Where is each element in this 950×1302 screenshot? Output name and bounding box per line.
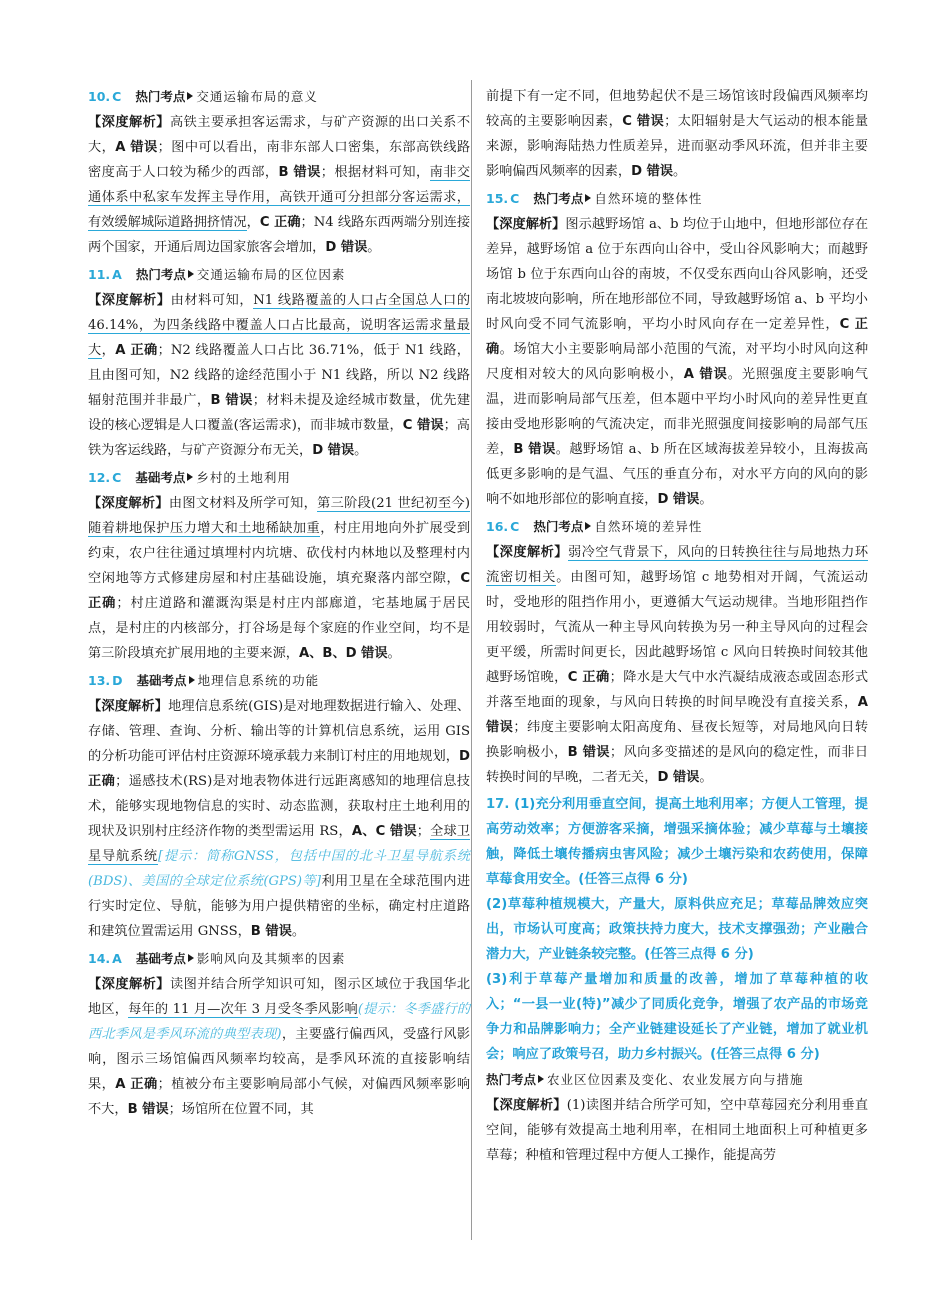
answer-letter: C xyxy=(510,519,520,534)
question-17-explanation: 【深度解析】(1)读图并结合所学可知，空中草莓园充分利用垂直空间，能够有效提高土地利用率，在相同土地面积上可种植更多草莓；种植和管理过程中方便人工操作，能提高劳 xyxy=(486,1098,869,1163)
topic: 自然环境的差异性 xyxy=(594,519,703,534)
triangle-icon xyxy=(189,676,195,684)
question-14-continued: 前提下有一定不同，但地势起伏不是三场馆该时段偏西风频率均较高的主要影响因素，C 错误；太阳辐射是大气运动的根本能量来源，影响海陆热力性质差异，进而驱动季风环流，但并非主要影响偏西风频率的因素，D 错误。 xyxy=(486,89,869,179)
question-12-explanation: 【深度解析】由图文材料及所学可知，第三阶段(21 世纪初至今)随着耕地保护压力增大和土地稀缺加重，村庄用地向外扩展受到约束，农户往往通过填埋村内坑塘、砍伐村内林地以及整理村内空闲地等方式修建房屋和村庄基础设施，填充聚落内部空隙，C 正确；村庄道路和灌溉沟渠是村庄内部廊道，宅基地属于居民点，是村庄的内核部分，打谷场是每个家庭的作业空间，均不是第三阶段填充扩展用地的主要来源，A、B、D 错误。 xyxy=(88,496,471,661)
key-phrase: N1 线路覆盖的人口占全国总人口的 46.14%，为四条线路中覆盖人口占比最高，说明客运需求量最大 xyxy=(88,293,471,358)
triangle-icon xyxy=(585,522,591,530)
topic: 交通运输布局的意义 xyxy=(196,89,318,104)
key-point-label: 热门考点 xyxy=(135,267,186,282)
answer-part-2: (2)草莓种植规模大，产量大，原料供应充足；草莓品牌效应突出，市场认可度高；政策扶持力度大，技术支撑强劲；产业融合潜力大，产业链条较完整。(任答三点得 6 分) xyxy=(486,897,868,962)
answer-letter: A xyxy=(112,951,122,966)
question-14 xyxy=(88,946,470,1122)
answer-letter: A xyxy=(112,267,122,282)
question-10-explanation: 【深度解析】高铁主要承担客运需求，与矿产资源的出口关系不大，A 错误；图中可以看出，南非东部人口密集，东部高铁线路密度高于人口较为稀少的西部，B 错误；根据材料可知，南非交通体系中私家车发挥主导作用，高铁开通可分担部分客运需求，有效缓解城际道路拥挤情况，C 正确；N4 线路东西两端分别连接两个国家，开通后周边国家旅客会增加，D 错误。 xyxy=(88,115,471,255)
question-15-explanation: 【深度解析】图示越野场馆 a、b 均位于山地中，但地形部位存在差异，越野场馆 a 位于东西向山谷中，受山谷风影响大；而越野场馆 b 位于东西向山谷的南坡，不仅受东西向山谷风影响，还受南北坡坡向影响，所在地形部位不同，导致越野场馆 a、b 平均小时风向受不同气流影响，平均小时风向存在一定差异性，C 正确。场馆大小主要影响局部小范围的气流，对平均小时风向这种尺度相对较大的风向影响极小，A 错误。光照强度主要影响气温，进而影响局部气压差，但本题中平均小时风向的差异性更直接由受地形影响的气流决定，而非光照强度间接影响的局部气压差，B 错误。越野场馆 a、b 所在区域海拔差异较小，且海拔高低更多影响的是气温、气压的垂直分布，对水平方向的风向的影响不如地形部位的影响直接，D 错误。 xyxy=(486,217,869,507)
key-point-label: 基础考点 xyxy=(135,951,186,966)
question-11-explanation: 【深度解析】由材料可知，N1 线路覆盖的人口占全国总人口的 46.14%，为四条线路中覆盖人口占比最高，说明客运需求量最大，A 正确；N2 线路覆盖人口占比 36.71%，低于 N1 线路，且由图可知，N2 线路的途经范围小于 N1 线路，所以 N2 线路辐射范围并非最广，B 错误；材料未提及途经城市数量，优先建设的核心逻辑是人口覆盖(客运需求)，而非城市数量，C 错误；高铁为客运线路，与矿产资源分布无关，D 错误。 xyxy=(88,293,471,458)
answer-letter: C xyxy=(510,191,520,206)
topic: 乡村的土地利用 xyxy=(196,470,291,485)
question-14-explanation: 【深度解析】读图并结合所学知识可知，图示区域位于我国华北地区，每年的 11 月—次年 3 月受冬季风影响(提示：冬季盛行的西北季风是季风环流的典型表现)，主要盛行偏西风，受盛行风影响，图示三场馆偏西风频率均较高，是季风环流的直接影响结果，A 正确；植被分布主要影响局部小气候，对偏西风频率影响不大，B 错误；场馆所在位置不同，其 xyxy=(88,977,471,1117)
answer-letter: D xyxy=(112,673,123,688)
question-10 xyxy=(88,84,470,260)
question-15 xyxy=(486,186,868,512)
tip-note: [提示：简称GNSS，包括中国的北斗卫星导航系统(BDS)、美国的全球定位系统(GPS)等] xyxy=(88,849,470,889)
question-17 xyxy=(486,792,868,1168)
tip-note: (提示：冬季盛行的西北季风是季风环流的典型表现) xyxy=(88,1002,471,1042)
question-15-header: 15. C 热门考点 自然环境的整体性 xyxy=(486,191,703,206)
triangle-icon xyxy=(188,954,194,962)
answer-part-1: 17. (1)充分利用垂直空间，提高土地利用率；方便人工管理，提高劳动效率；方便游客采摘，增强采摘体验；减少草莓与土壤接触，降低土壤传播病虫害风险；减少土壤污染和农药使用，保障草莓食用安全。(任答三点得 6 分) xyxy=(486,797,868,887)
key-point-label: 热门考点 xyxy=(533,519,584,534)
key-point-label: 热门考点 xyxy=(486,1072,537,1087)
key-point-label: 热门考点 xyxy=(135,89,186,104)
topic: 交通运输布局的区位因素 xyxy=(196,267,346,282)
triangle-icon xyxy=(188,270,194,278)
key-phrase: 南非交通体系中私家车发挥主导作用，高铁开通可分担部分客运需求，有效缓解城际道路拥挤情况 xyxy=(88,165,471,230)
answer-letter: C xyxy=(112,470,122,485)
key-phrase: 弱冷空气背景下，风向的日转换往往与局地热力环流密切相关 xyxy=(486,545,869,585)
triangle-icon xyxy=(585,194,591,202)
triangle-icon xyxy=(187,473,193,481)
question-16-explanation: 【深度解析】弱冷空气背景下，风向的日转换往往与局地热力环流密切相关。由图可知，越野场馆 c 地势相对开阔，气流运动时，受地形的阻挡作用小，更遵循大气运动规律。当地形阻挡作用较弱时，气流从一种主导风向转换为另一种主导风向的过程会更平缓，所需时间更长，因此越野场馆 c 风向日转换时间较其他越野场馆晚，C 正确；降水是大气中水汽凝结成液态或固态形式并落至地面的现象，与风向日转换的时间早晚没有直接关系，A 错误；纬度主要影响太阳高度角、昼夜长短等，对局地风向日转换影响极小，B 错误；风向多变描述的是风向的稳定性，而非日转换时间的早晚，二者无关，D 错误。 xyxy=(486,545,869,785)
key-phrase: 第三阶段(21 世纪初至今)随着耕地保护压力增大和土地稀缺加重 xyxy=(88,496,471,536)
right-column xyxy=(486,84,868,1170)
question-12 xyxy=(88,465,470,666)
topic: 农业区位因素及变化、农业发展方向与措施 xyxy=(547,1072,804,1087)
question-17-header xyxy=(486,1067,868,1093)
topic: 地理信息系统的功能 xyxy=(197,673,320,688)
topic: 影响风向及其频率的因素 xyxy=(196,951,346,966)
key-phrase: 全球卫星导航系统 xyxy=(88,824,471,864)
question-11-header: 11. A 热门考点 交通运输布局的区位因素 xyxy=(88,267,346,282)
question-12-header: 12. C 基础考点 乡村的土地利用 xyxy=(88,470,291,485)
key-point-label: 基础考点 xyxy=(135,470,186,485)
answer-letter: C xyxy=(112,89,122,104)
question-11 xyxy=(88,262,470,463)
triangle-icon xyxy=(187,92,193,100)
answer-part-3: (3)利于草莓产量增加和质量的改善，增加了草莓种植的收入；“一县一业(特)”减少了同质化竞争，增强了农产品的市场竞争力和品牌影响力；全产业链建设延长了产业链，增加了就业机会；响应了政策号召，助力乡村振兴。(任答三点得 6 分) xyxy=(486,972,868,1062)
triangle-icon xyxy=(538,1075,544,1083)
question-13-explanation: 【深度解析】地理信息系统(GIS)是对地理数据进行输入、处理、存储、管理、查询、分析、输出等的计算机信息系统，运用 GIS 的分析功能可评估村庄资源环境承载力来制订村庄的用地规划，D 正确；遥感技术(RS)是对地表物体进行远距离感知的地理信息技术，能够实现地物信息的实时、动态监测，获取村庄土地利用的现状及识别村庄经济作物的类型需运用 RS，A、C 错误；全球卫星导航系统[提示：简称GNSS，包括中国的北斗卫星导航系统(BDS)、美国的全球定位系统(GPS)等]利用卫星在全球范围内进行实时定位、导航，能够为用户提供精密的坐标，确定村庄道路和建筑位置需运用 GNSS，B 错误。 xyxy=(88,699,471,939)
column-divider xyxy=(471,80,472,1240)
key-point-label: 热门考点 xyxy=(533,191,584,206)
question-16-header: 16. C 热门考点 自然环境的差异性 xyxy=(486,519,703,534)
key-point-label: 基础考点 xyxy=(136,673,187,688)
key-phrase: 每年的 11 月—次年 3 月受冬季风影响 xyxy=(128,1002,358,1017)
question-13-header: 13. D 基础考点 地理信息系统的功能 xyxy=(88,673,320,688)
question-16 xyxy=(486,514,868,790)
left-column xyxy=(88,84,470,1124)
topic: 自然环境的整体性 xyxy=(594,191,703,206)
question-10-header: 10. C 热门考点 交通运输布局的意义 xyxy=(88,89,318,104)
question-13 xyxy=(88,668,470,944)
question-14-header: 14. A 基础考点 影响风向及其频率的因素 xyxy=(88,951,346,966)
